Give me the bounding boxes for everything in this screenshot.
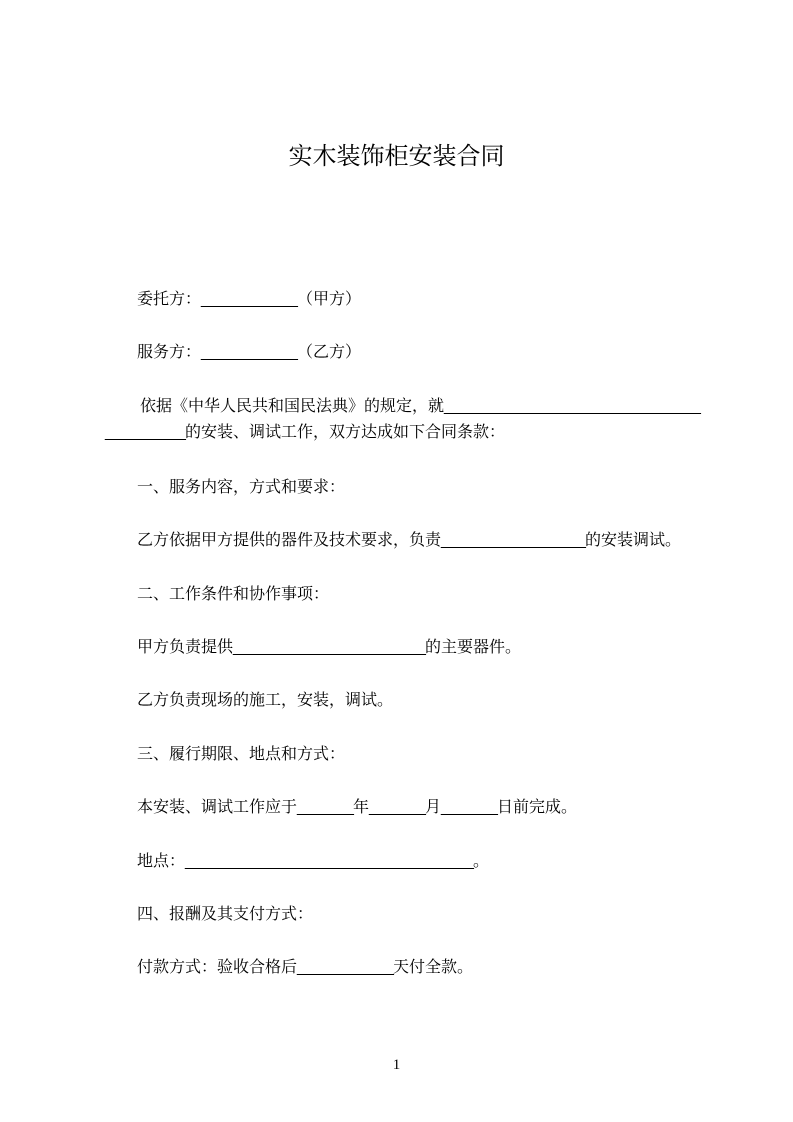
- provider-role: （乙方）: [297, 344, 362, 362]
- client-supply-line: [105, 635, 705, 661]
- client-label: 委托方：: [137, 291, 202, 308]
- provider-name-blank: ____________: [201, 344, 297, 362]
- deadline-month-label: 月: [425, 799, 442, 817]
- provider-party-line: [105, 340, 705, 366]
- deadline-line: [105, 795, 705, 821]
- provider-duty-line: 乙方负责现场的施工，安装，调试。: [137, 692, 394, 710]
- payment-suffix: 天付全款。: [393, 959, 474, 977]
- service-content-blank: __________________: [441, 532, 585, 550]
- deadline-suffix: 日前完成。: [497, 799, 578, 817]
- provider-label: 服务方：: [137, 344, 202, 362]
- deadline-text: 本安装、调试工作应于: [137, 799, 298, 817]
- preamble-line-2: [105, 420, 705, 446]
- client-role: （甲方）: [297, 291, 362, 308]
- preamble-line-1: [105, 394, 705, 420]
- deadline-day-blank: _______: [441, 799, 498, 817]
- client-supply-text: 甲方负责提供: [137, 638, 234, 656]
- preamble-paragraph: [105, 394, 705, 446]
- location-blank: ____________________________________: [185, 852, 473, 870]
- document-title: 实木装饰柜安装合同: [288, 143, 505, 170]
- service-content-line: [105, 528, 705, 554]
- client-party-line: [105, 287, 705, 313]
- deadline-month-blank: _______: [369, 799, 426, 817]
- preamble-blank-1: ________________________________: [444, 397, 700, 415]
- deadline-year-blank: _______: [297, 799, 354, 817]
- payment-line: [105, 955, 705, 981]
- preamble-text-1: 依据《中华人民共和国民法典》的规定，就: [140, 397, 445, 415]
- location-line: [105, 849, 705, 875]
- section-3-heading: 三、履行期限、地点和方式：: [137, 745, 346, 763]
- client-supply-suffix: 的主要器件。: [424, 638, 521, 656]
- page-number: 1: [392, 1057, 401, 1073]
- payment-days-blank: ____________: [297, 959, 393, 977]
- location-label: 地点：: [137, 852, 186, 870]
- preamble-text-2: 的安装、调试工作，双方达成如下合同条款：: [185, 423, 506, 441]
- client-supply-blank: ________________________: [233, 638, 425, 656]
- section-4-heading: 四、报酬及其支付方式：: [137, 905, 314, 923]
- location-suffix: 。: [472, 852, 489, 870]
- deadline-year-label: 年: [353, 799, 370, 817]
- service-content-suffix: 的安装调试。: [585, 532, 682, 550]
- section-2-heading: 二、工作条件和协作事项：: [137, 585, 330, 603]
- section-1-heading: 一、服务内容，方式和要求：: [137, 478, 346, 496]
- preamble-blank-2: __________: [105, 423, 185, 441]
- client-name-blank: ____________: [201, 291, 297, 308]
- service-content-text: 乙方依据甲方提供的器件及技术要求，负责: [137, 532, 442, 550]
- contract-body: [105, 287, 705, 1009]
- payment-text: 付款方式：验收合格后: [137, 959, 298, 977]
